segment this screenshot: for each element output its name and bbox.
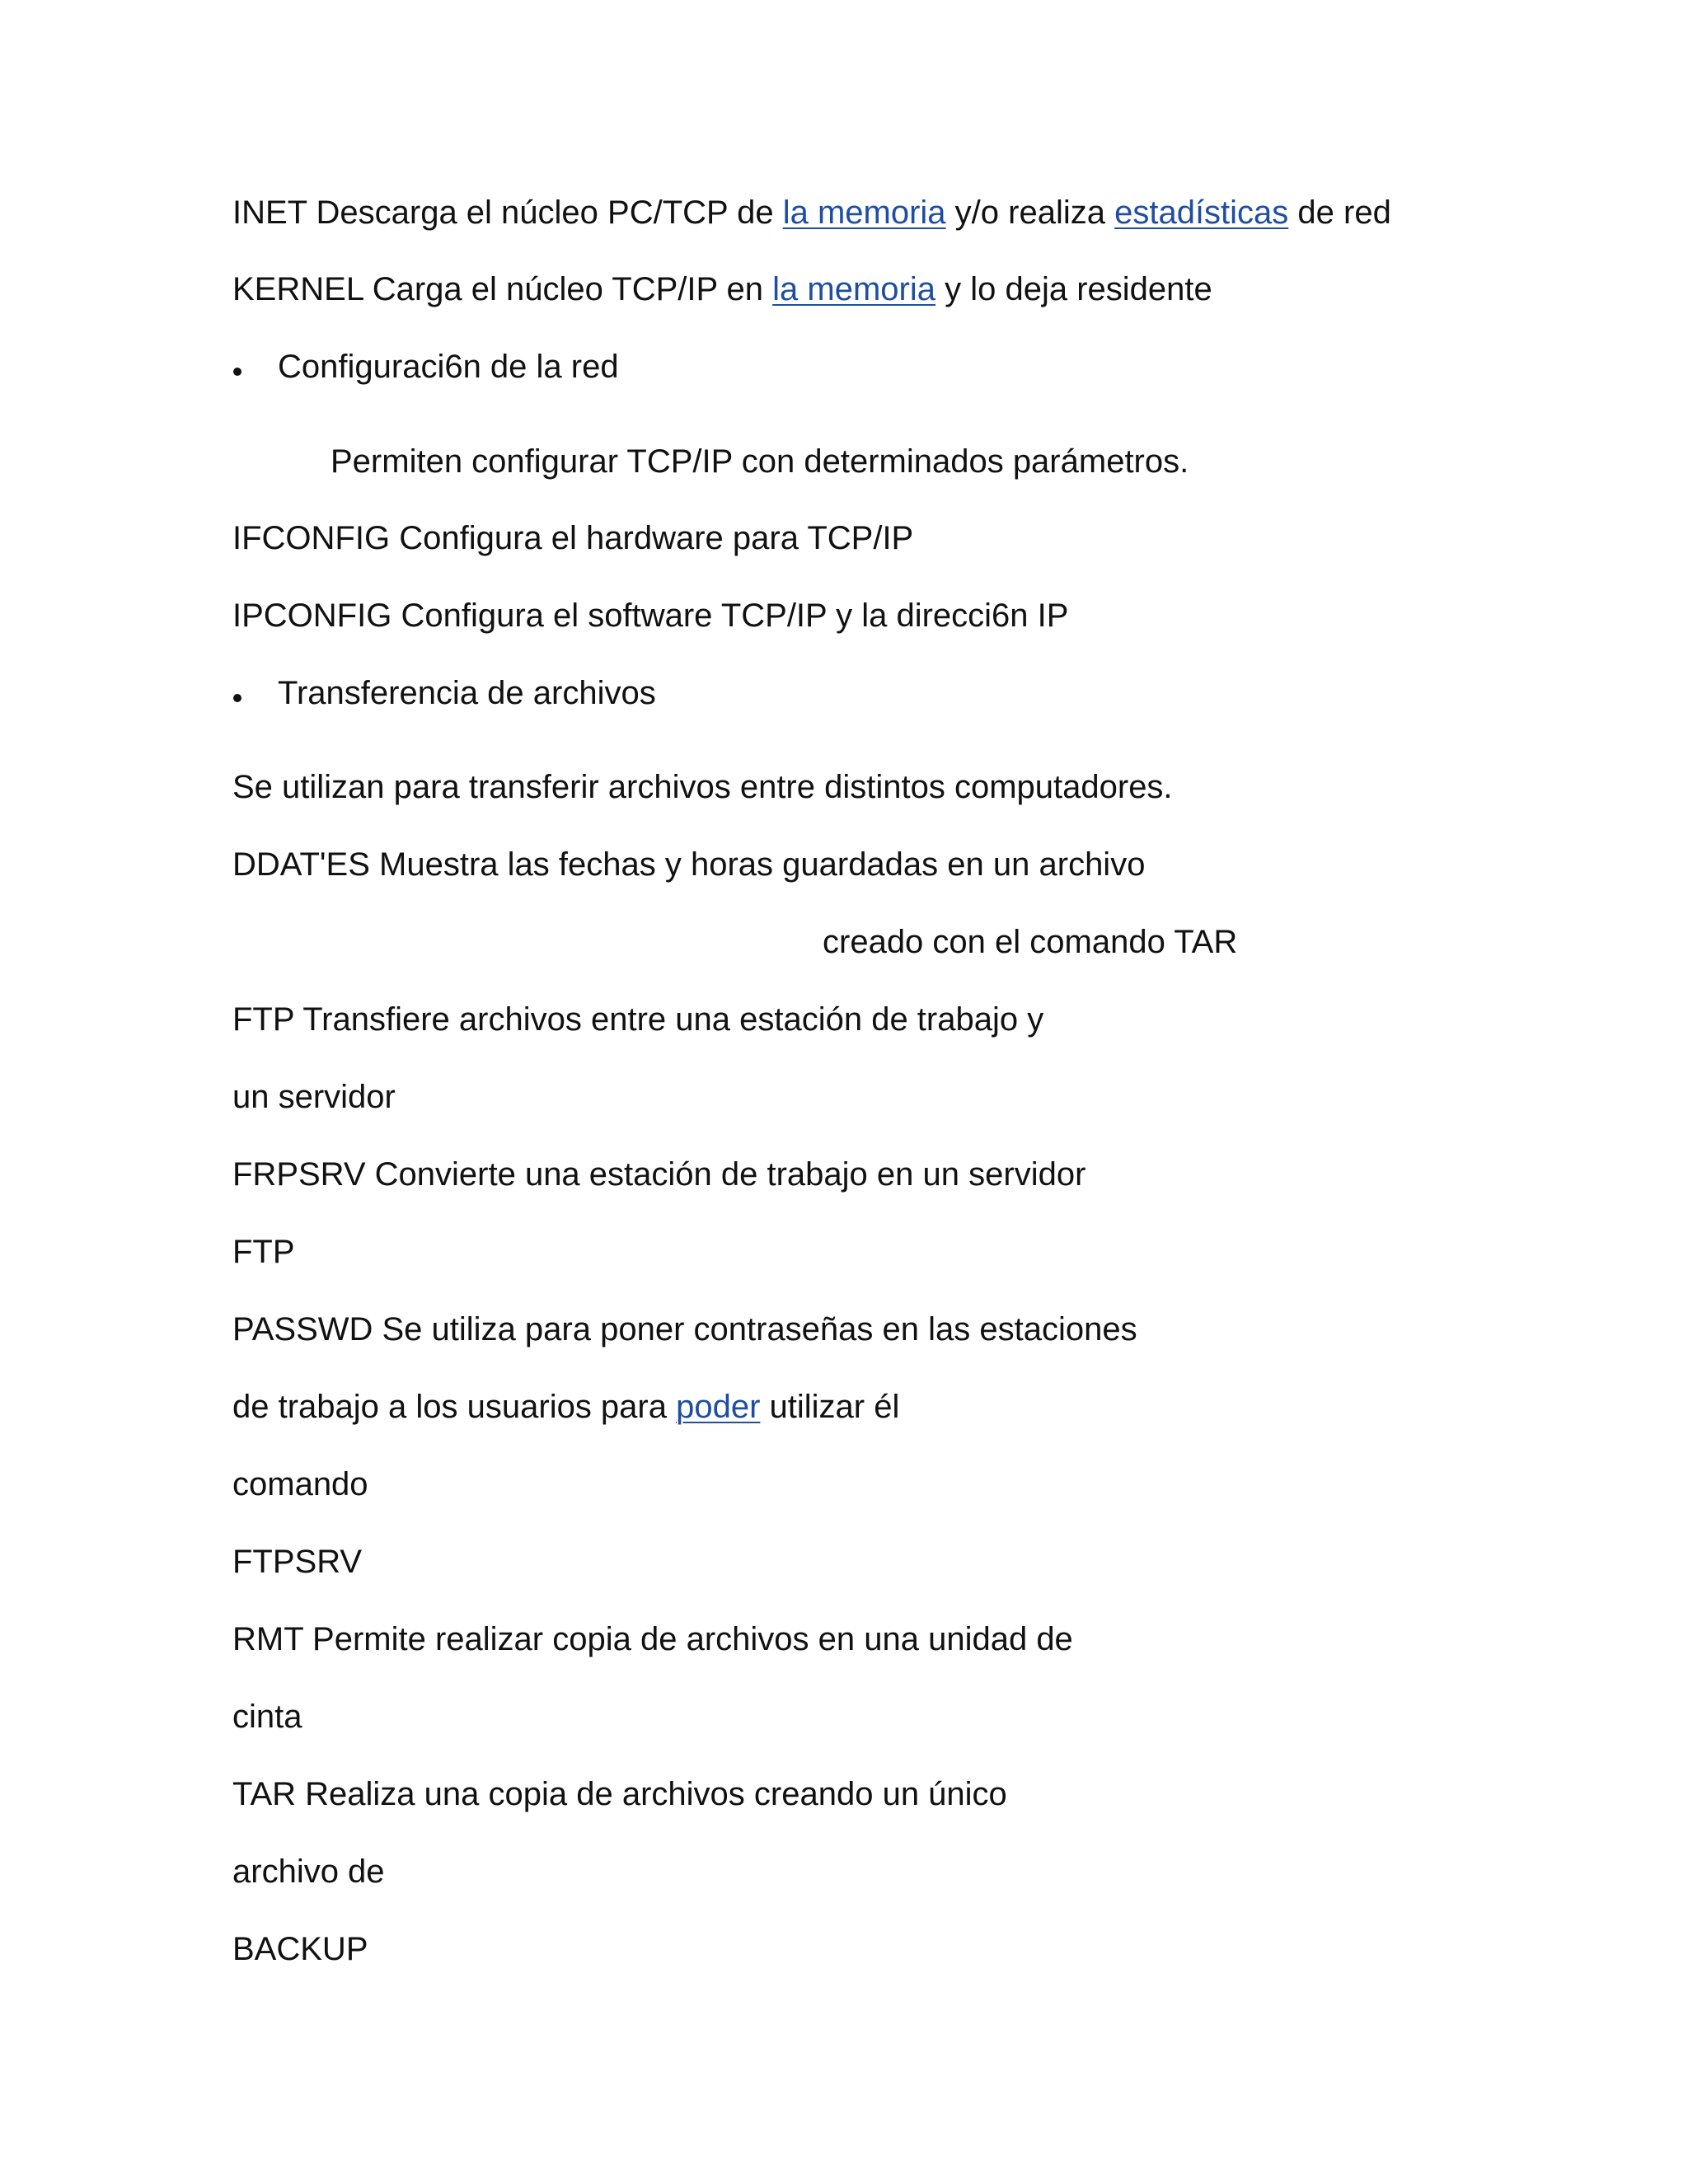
link-estadisticas[interactable]: estadísticas — [1114, 194, 1289, 231]
text-segment: utilizar él — [760, 1389, 900, 1425]
bullet-item-transferencia: Transferencia de archivos — [278, 675, 656, 711]
text-line-ipconfig: IPCONFIG Configura el software TCP/IP y la direcci6n IP — [232, 598, 1069, 634]
link-la-memoria[interactable]: la memoria — [782, 194, 946, 231]
text-line-tar: TAR Realiza una copia de archivos creando un único — [232, 1776, 1007, 1812]
text-segment: KERNEL Carga el núcleo TCP/IP en — [232, 271, 773, 307]
text-line-se-utilizan: Se utilizan para transferir archivos entre distintos computadores. — [232, 769, 1173, 805]
text-line-ftpsrv: FTPSRV — [232, 1544, 363, 1580]
text-line-ifconfig: IFCONFIG Configura el hardware para TCP/IP — [232, 520, 914, 556]
bullet-icon — [233, 368, 241, 376]
text-line-rmt: RMT Permite realizar copia de archivos en una unidad de — [232, 1621, 1073, 1657]
text-line-ddates: DDAT'ES Muestra las fechas y horas guardadas en un archivo — [232, 846, 1146, 883]
link-la-memoria-2[interactable]: la memoria — [772, 271, 935, 307]
text-line-ftp-2: FTP — [232, 1234, 295, 1270]
text-segment: de trabajo a los usuarios para — [232, 1389, 677, 1425]
text-line-permiten: Permiten configurar TCP/IP con determinados parámetros. — [331, 443, 1189, 480]
link-poder[interactable]: poder — [676, 1389, 761, 1425]
text-line-un-servidor: un servidor — [232, 1079, 396, 1115]
text-segment: de red — [1288, 194, 1391, 231]
text-line-ftp: FTP Transfiere archivos entre una estación de trabajo y — [232, 1001, 1044, 1038]
text-line-cinta: cinta — [232, 1699, 302, 1735]
text-line-backup: BACKUP — [232, 1931, 368, 1967]
text-line-passwd: PASSWD Se utiliza para poner contraseñas en las estaciones — [232, 1311, 1137, 1347]
text-line-frpsrv: FRPSRV Convierte una estación de trabajo en un servidor — [232, 1156, 1086, 1193]
text-segment: y lo deja residente — [935, 271, 1212, 307]
text-segment: y/o realiza — [945, 194, 1115, 231]
bullet-item-configuracion: Configuraci6n de la red — [278, 349, 619, 385]
text-line-kernel — [232, 269, 1212, 309]
text-line-archivo-de: archivo de — [232, 1854, 385, 1890]
text-line-inet — [232, 193, 1391, 232]
text-line-de-trabajo — [232, 1387, 899, 1427]
text-segment: INET Descarga el núcleo PC/TCP de — [232, 194, 783, 231]
bullet-icon — [233, 694, 241, 702]
text-line-creado: creado con el comando TAR — [823, 924, 1238, 960]
text-line-comando: comando — [232, 1466, 368, 1502]
